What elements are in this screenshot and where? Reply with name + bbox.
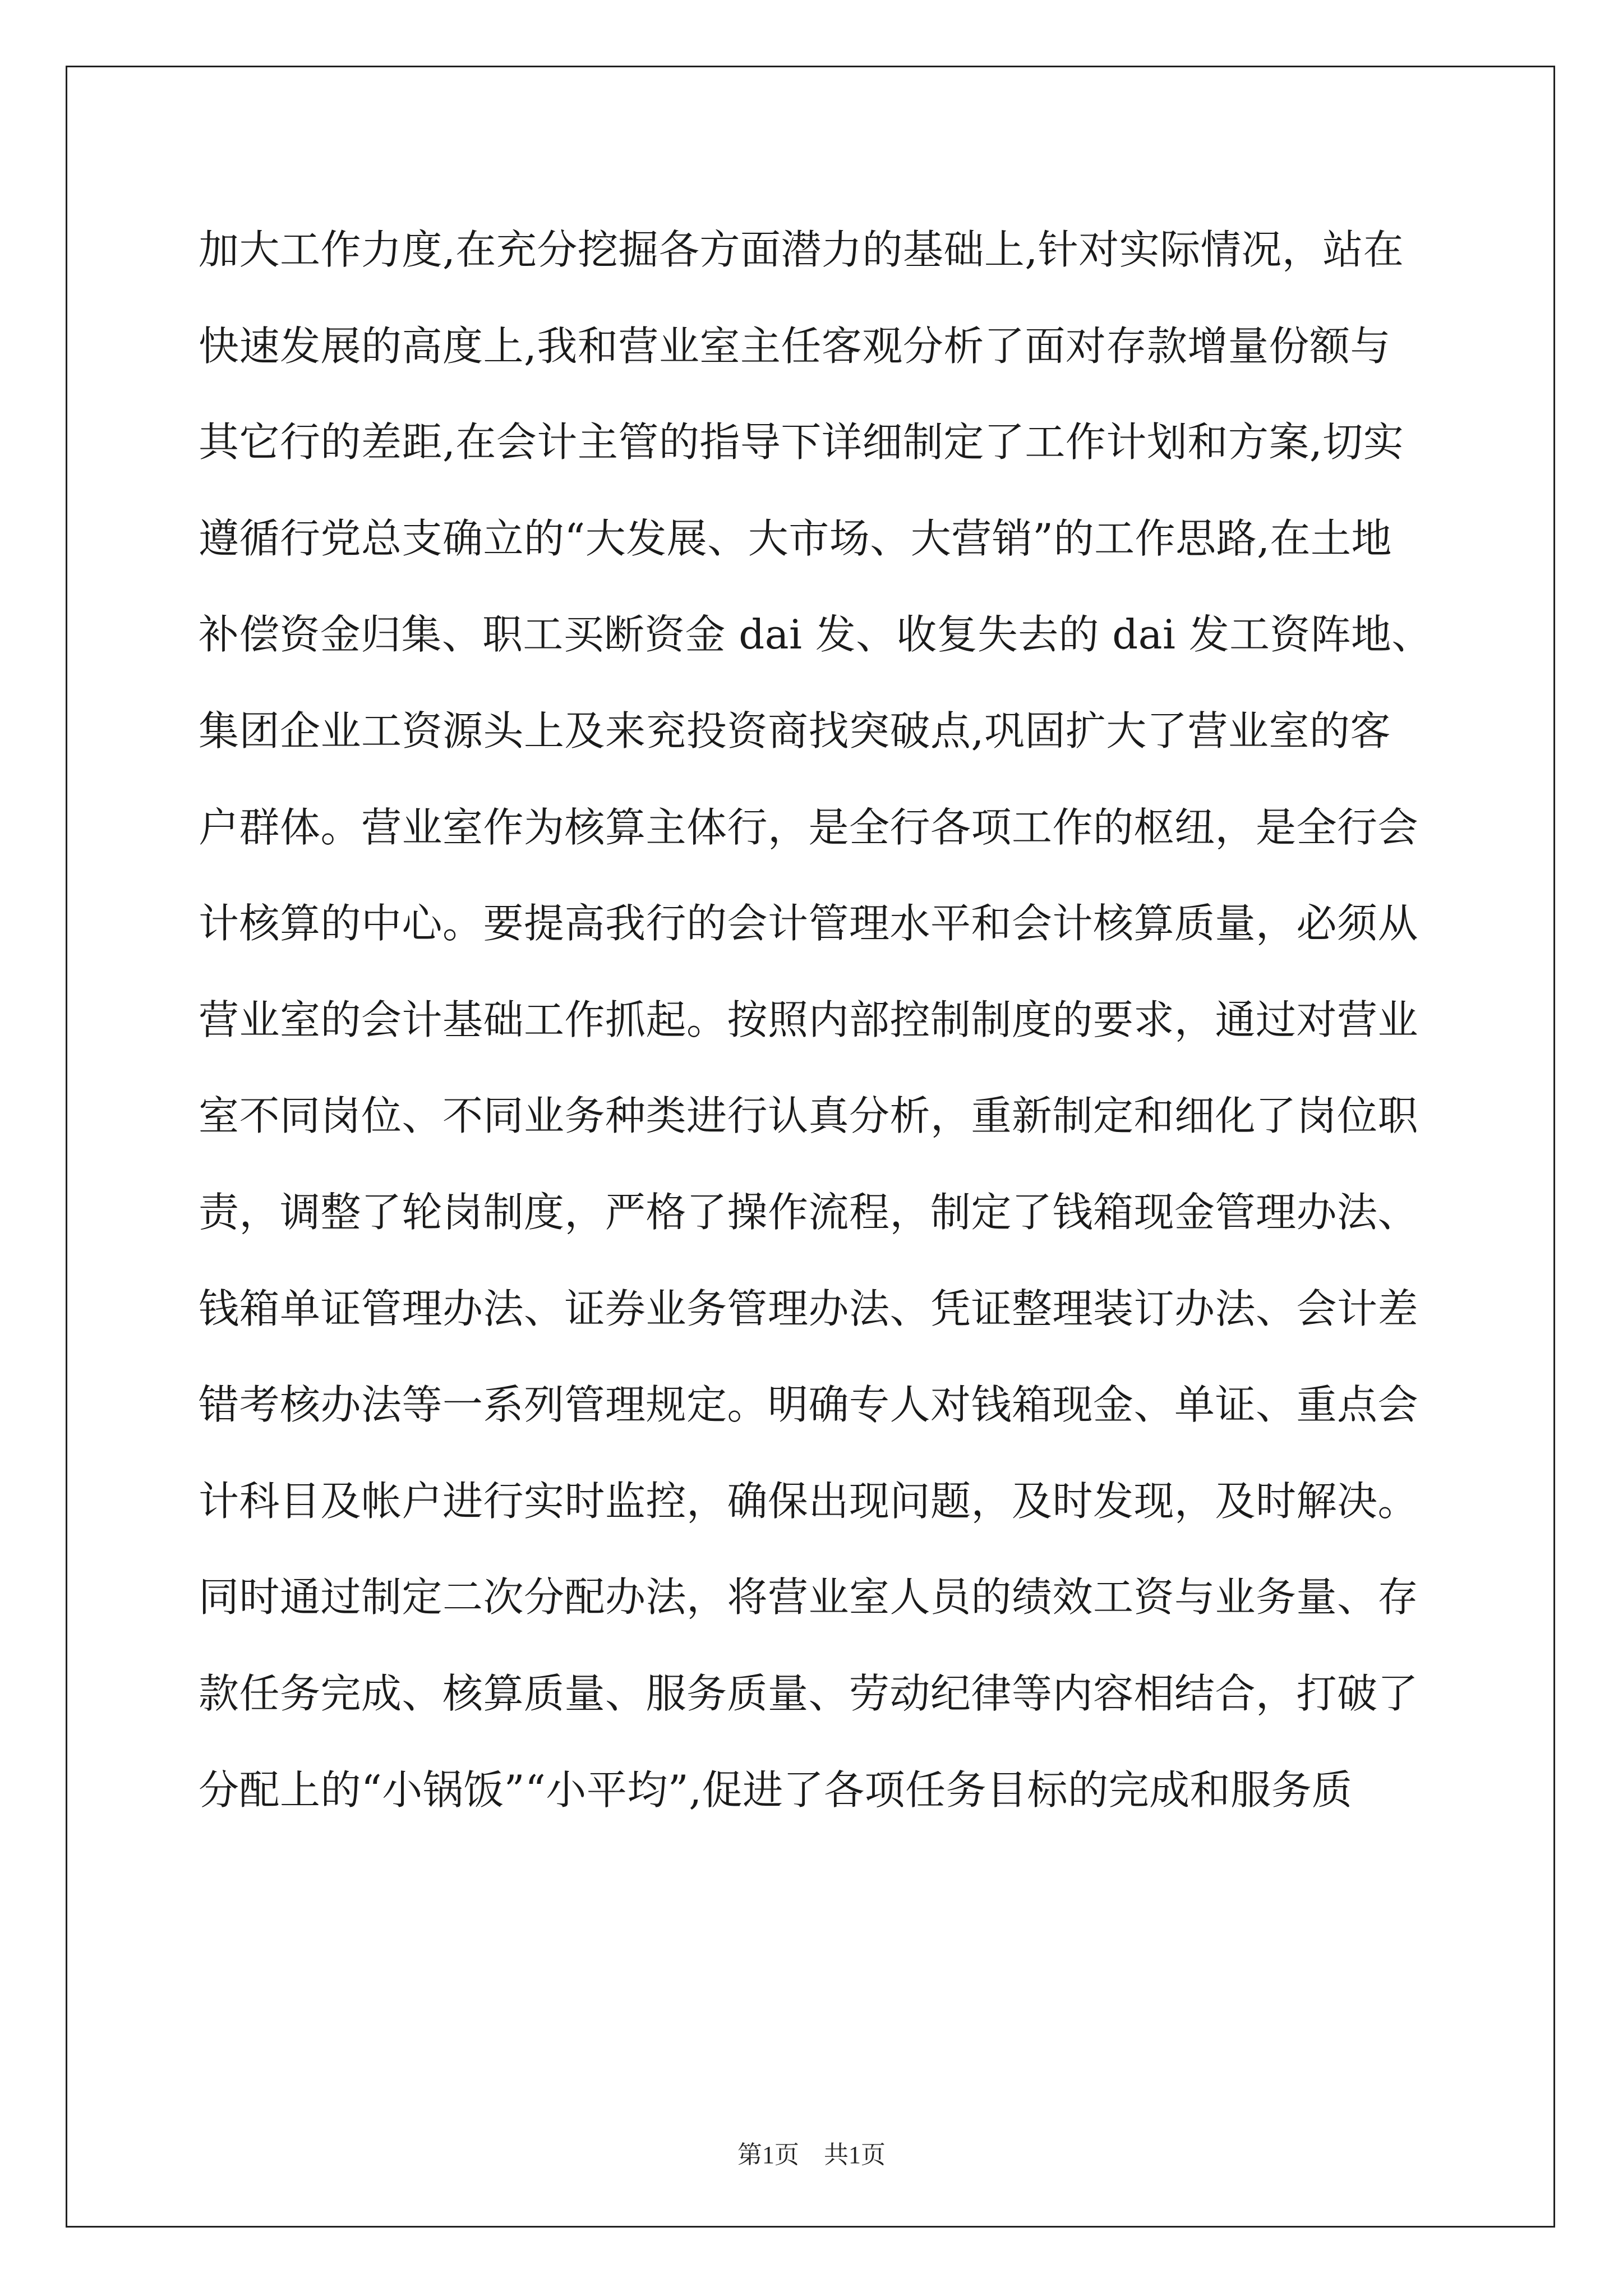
text-line: 快速发展的高度上,我和营业室主任客观分析了面对存款增量份额与 [199,322,1391,370]
page-number-footer: 第1页 共1页 [737,2141,886,2169]
text-line: 同时通过制定二次分配办法，将营业室人员的绩效工资与业务量、存 [199,1573,1419,1621]
text-line: 错考核办法等一系列管理规定。明确专人对钱箱现金、单证、重点会 [199,1381,1419,1429]
text-line: 其它行的差距,在会计主管的指导下详细制定了工作计划和方案,切实 [199,418,1404,466]
text-line: 责，调整了轮岗制度，严格了操作流程，制定了钱箱现金管理办法、 [199,1188,1419,1236]
text-line: 户群体。营业室作为核算主体行，是全行各项工作的枢纽，是全行会 [199,803,1419,851]
text-line: 分配上的“小锅饭”“小平均”,促进了各项任务目标的完成和服务质 [199,1766,1353,1814]
text-line: 款任务完成、核算质量、服务质量、劳动纪律等内容相结合，打破了 [199,1669,1419,1717]
text-line: 集团企业工资源头上及来兖投资商找突破点,巩固扩大了营业室的客 [199,707,1391,754]
text-line: 补偿资金归集、职工买断资金 dai 发、收复失去的 dai 发工资阵地、 [199,611,1432,659]
text-line: 加大工作力度,在充分挖掘各方面潜力的基础上,针对实际情况，站在 [199,226,1404,273]
text-line: 计核算的中心。要提高我行的会计管理水平和会计核算质量，必须从 [199,900,1419,947]
text-line: 室不同岗位、不同业务种类进行认真分析，重新制定和细化了岗位职 [199,1092,1419,1140]
text-line: 营业室的会计基础工作抓起。按照内部控制制度的要求，通过对营业 [199,996,1419,1043]
text-line: 钱箱单证管理办法、证券业务管理办法、凭证整理装订办法、会计差 [199,1285,1419,1332]
text-line: 计科目及帐户进行实时监控，确保出现问题，及时发现，及时解决。 [199,1477,1419,1525]
body-paragraph [199,202,1432,1838]
text-line: 遵循行党总支确立的“大发展、大市场、大营销”的工作思路,在土地 [199,514,1393,562]
